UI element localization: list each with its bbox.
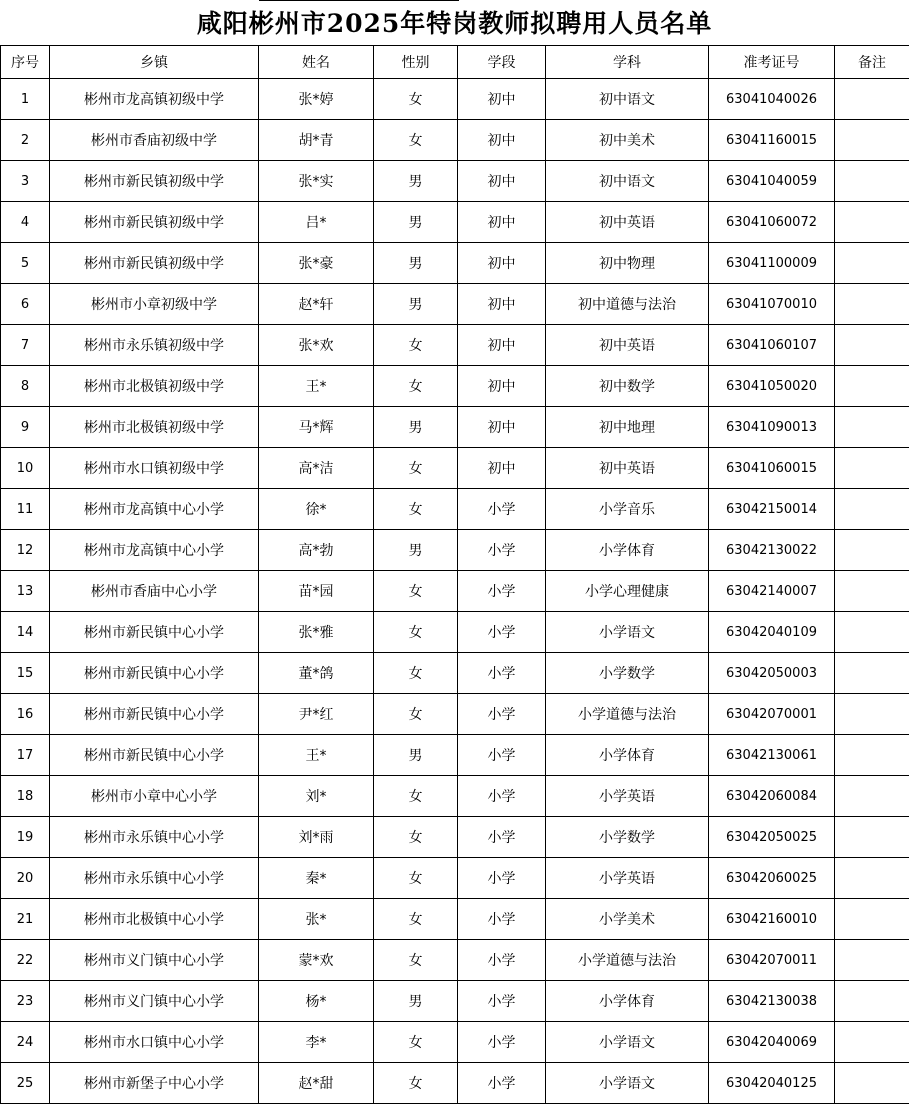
cell-note [835, 120, 909, 161]
cell-note [835, 899, 909, 940]
table-row [1, 120, 909, 161]
roster-body [1, 79, 909, 1104]
cell-subject: 小学心理健康 [546, 571, 709, 612]
cell-gender: 女 [374, 940, 458, 981]
cell-gender: 女 [374, 571, 458, 612]
cell-stage: 初中 [458, 161, 546, 202]
cell-township: 彬州市新民镇初级中学 [50, 243, 259, 284]
table-row [1, 1063, 909, 1104]
cell-no: 9 [1, 407, 50, 448]
cell-stage: 初中 [458, 366, 546, 407]
cell-no: 23 [1, 981, 50, 1022]
cell-no: 16 [1, 694, 50, 735]
top-rule [259, 0, 459, 1]
cell-name: 赵*甜 [259, 1063, 374, 1104]
cell-stage: 小学 [458, 940, 546, 981]
cell-township: 彬州市北极镇初级中学 [50, 366, 259, 407]
cell-name: 苗*园 [259, 571, 374, 612]
header-row [1, 46, 909, 79]
cell-township: 彬州市新民镇中心小学 [50, 612, 259, 653]
cell-gender: 男 [374, 284, 458, 325]
cell-gender: 女 [374, 79, 458, 120]
table-row [1, 776, 909, 817]
cell-note [835, 776, 909, 817]
cell-no: 8 [1, 366, 50, 407]
cell-gender: 女 [374, 325, 458, 366]
cell-name: 张*实 [259, 161, 374, 202]
cell-stage: 小学 [458, 530, 546, 571]
cell-note [835, 735, 909, 776]
cell-township: 彬州市永乐镇中心小学 [50, 858, 259, 899]
cell-stage: 初中 [458, 243, 546, 284]
cell-stage: 初中 [458, 79, 546, 120]
cell-township: 彬州市新堡子中心小学 [50, 1063, 259, 1104]
cell-name: 张* [259, 899, 374, 940]
cell-no: 24 [1, 1022, 50, 1063]
cell-no: 14 [1, 612, 50, 653]
table-row [1, 325, 909, 366]
cell-name: 刘*雨 [259, 817, 374, 858]
cell-note [835, 284, 909, 325]
table-row [1, 899, 909, 940]
cell-stage: 小学 [458, 694, 546, 735]
cell-stage: 小学 [458, 612, 546, 653]
cell-gender: 女 [374, 694, 458, 735]
cell-note [835, 694, 909, 735]
cell-gender: 女 [374, 1063, 458, 1104]
table-row [1, 366, 909, 407]
cell-exam-id: 63042060084 [709, 776, 835, 817]
cell-township: 彬州市龙高镇中心小学 [50, 489, 259, 530]
cell-name: 尹*红 [259, 694, 374, 735]
cell-stage: 初中 [458, 325, 546, 366]
table-row [1, 653, 909, 694]
table-row [1, 79, 909, 120]
cell-no: 20 [1, 858, 50, 899]
cell-exam-id: 63041160015 [709, 120, 835, 161]
cell-subject: 初中美术 [546, 120, 709, 161]
cell-note [835, 407, 909, 448]
cell-gender: 男 [374, 243, 458, 284]
cell-exam-id: 63042150014 [709, 489, 835, 530]
cell-subject: 小学道德与法治 [546, 940, 709, 981]
cell-subject: 初中物理 [546, 243, 709, 284]
cell-name: 王* [259, 735, 374, 776]
cell-stage: 初中 [458, 407, 546, 448]
cell-gender: 女 [374, 858, 458, 899]
cell-subject: 初中语文 [546, 161, 709, 202]
cell-subject: 小学体育 [546, 735, 709, 776]
cell-township: 彬州市新民镇中心小学 [50, 694, 259, 735]
cell-gender: 男 [374, 735, 458, 776]
table-row [1, 571, 909, 612]
cell-gender: 女 [374, 899, 458, 940]
cell-exam-id: 63041040026 [709, 79, 835, 120]
cell-name: 杨* [259, 981, 374, 1022]
cell-exam-id: 63041070010 [709, 284, 835, 325]
cell-note [835, 817, 909, 858]
cell-no: 6 [1, 284, 50, 325]
cell-gender: 女 [374, 489, 458, 530]
cell-exam-id: 63041040059 [709, 161, 835, 202]
cell-township: 彬州市香庙中心小学 [50, 571, 259, 612]
cell-note [835, 653, 909, 694]
table-row [1, 694, 909, 735]
cell-township: 彬州市北极镇中心小学 [50, 899, 259, 940]
cell-subject: 小学音乐 [546, 489, 709, 530]
cell-subject: 小学体育 [546, 981, 709, 1022]
cell-gender: 男 [374, 981, 458, 1022]
cell-gender: 女 [374, 448, 458, 489]
cell-stage: 小学 [458, 858, 546, 899]
cell-gender: 男 [374, 161, 458, 202]
cell-stage: 小学 [458, 776, 546, 817]
table-row [1, 981, 909, 1022]
cell-subject: 小学语文 [546, 1022, 709, 1063]
cell-subject: 初中英语 [546, 448, 709, 489]
cell-stage: 小学 [458, 981, 546, 1022]
cell-note [835, 79, 909, 120]
cell-name: 高*勃 [259, 530, 374, 571]
table-row [1, 530, 909, 571]
cell-exam-id: 63041060015 [709, 448, 835, 489]
cell-exam-id: 63042130061 [709, 735, 835, 776]
cell-no: 17 [1, 735, 50, 776]
cell-township: 彬州市龙高镇初级中学 [50, 79, 259, 120]
cell-exam-id: 63042130022 [709, 530, 835, 571]
cell-note [835, 366, 909, 407]
cell-stage: 初中 [458, 448, 546, 489]
cell-township: 彬州市新民镇中心小学 [50, 653, 259, 694]
cell-note [835, 981, 909, 1022]
cell-subject: 小学数学 [546, 817, 709, 858]
cell-no: 10 [1, 448, 50, 489]
cell-name: 秦* [259, 858, 374, 899]
cell-township: 彬州市义门镇中心小学 [50, 981, 259, 1022]
table-row [1, 284, 909, 325]
cell-note [835, 448, 909, 489]
cell-subject: 小学英语 [546, 776, 709, 817]
cell-subject: 初中英语 [546, 202, 709, 243]
cell-exam-id: 63042040069 [709, 1022, 835, 1063]
cell-subject: 初中英语 [546, 325, 709, 366]
cell-name: 张*雅 [259, 612, 374, 653]
cell-no: 13 [1, 571, 50, 612]
cell-township: 彬州市新民镇初级中学 [50, 161, 259, 202]
cell-note [835, 1063, 909, 1104]
cell-township: 彬州市永乐镇中心小学 [50, 817, 259, 858]
cell-gender: 男 [374, 407, 458, 448]
header-exam-id: 准考证号 [709, 46, 835, 79]
header-subject: 学科 [546, 46, 709, 79]
cell-note [835, 571, 909, 612]
cell-subject: 小学道德与法治 [546, 694, 709, 735]
cell-name: 刘* [259, 776, 374, 817]
cell-note [835, 489, 909, 530]
cell-name: 高*洁 [259, 448, 374, 489]
cell-gender: 女 [374, 817, 458, 858]
cell-stage: 小学 [458, 899, 546, 940]
cell-gender: 女 [374, 653, 458, 694]
cell-stage: 初中 [458, 120, 546, 161]
cell-no: 2 [1, 120, 50, 161]
cell-subject: 小学数学 [546, 653, 709, 694]
cell-exam-id: 63042140007 [709, 571, 835, 612]
cell-exam-id: 63041050020 [709, 366, 835, 407]
cell-no: 7 [1, 325, 50, 366]
cell-no: 19 [1, 817, 50, 858]
cell-name: 胡*青 [259, 120, 374, 161]
cell-stage: 小学 [458, 489, 546, 530]
cell-note [835, 940, 909, 981]
cell-no: 4 [1, 202, 50, 243]
cell-no: 15 [1, 653, 50, 694]
header-name: 姓名 [259, 46, 374, 79]
cell-exam-id: 63041090013 [709, 407, 835, 448]
cell-subject: 小学美术 [546, 899, 709, 940]
cell-township: 彬州市小章中心小学 [50, 776, 259, 817]
table-row [1, 940, 909, 981]
cell-exam-id: 63041060107 [709, 325, 835, 366]
cell-subject: 初中道德与法治 [546, 284, 709, 325]
cell-township: 彬州市北极镇初级中学 [50, 407, 259, 448]
cell-township: 彬州市小章初级中学 [50, 284, 259, 325]
cell-stage: 小学 [458, 1063, 546, 1104]
cell-gender: 男 [374, 202, 458, 243]
table-row [1, 858, 909, 899]
table-row [1, 448, 909, 489]
cell-exam-id: 63041060072 [709, 202, 835, 243]
cell-note [835, 325, 909, 366]
cell-no: 25 [1, 1063, 50, 1104]
cell-gender: 女 [374, 776, 458, 817]
cell-exam-id: 63042050003 [709, 653, 835, 694]
cell-name: 徐* [259, 489, 374, 530]
cell-stage: 小学 [458, 653, 546, 694]
cell-note [835, 530, 909, 571]
table-row [1, 407, 909, 448]
cell-no: 22 [1, 940, 50, 981]
cell-subject: 初中地理 [546, 407, 709, 448]
document-title: 咸阳彬州市2025年特岗教师拟聘用人员名单 [196, 9, 713, 38]
header-no: 序号 [1, 46, 50, 79]
header-township: 乡镇 [50, 46, 259, 79]
cell-gender: 男 [374, 530, 458, 571]
cell-note [835, 612, 909, 653]
cell-name: 蒙*欢 [259, 940, 374, 981]
header-note: 备注 [835, 46, 909, 79]
cell-exam-id: 63042160010 [709, 899, 835, 940]
cell-note [835, 161, 909, 202]
cell-note [835, 858, 909, 899]
cell-township: 彬州市永乐镇初级中学 [50, 325, 259, 366]
cell-stage: 小学 [458, 735, 546, 776]
cell-stage: 小学 [458, 817, 546, 858]
cell-exam-id: 63042130038 [709, 981, 835, 1022]
table-row [1, 202, 909, 243]
cell-township: 彬州市水口镇初级中学 [50, 448, 259, 489]
cell-exam-id: 63042070001 [709, 694, 835, 735]
cell-note [835, 202, 909, 243]
cell-no: 11 [1, 489, 50, 530]
cell-name: 王* [259, 366, 374, 407]
cell-gender: 女 [374, 366, 458, 407]
table-row [1, 243, 909, 284]
cell-exam-id: 63042070011 [709, 940, 835, 981]
cell-stage: 小学 [458, 1022, 546, 1063]
cell-exam-id: 63042050025 [709, 817, 835, 858]
cell-subject: 小学语文 [546, 612, 709, 653]
cell-gender: 女 [374, 612, 458, 653]
cell-exam-id: 63042060025 [709, 858, 835, 899]
cell-name: 张*婷 [259, 79, 374, 120]
table-row [1, 612, 909, 653]
cell-name: 吕* [259, 202, 374, 243]
table-row [1, 161, 909, 202]
cell-subject: 小学体育 [546, 530, 709, 571]
cell-no: 12 [1, 530, 50, 571]
cell-gender: 女 [374, 120, 458, 161]
cell-gender: 女 [374, 1022, 458, 1063]
table-row [1, 817, 909, 858]
cell-name: 李* [259, 1022, 374, 1063]
cell-township: 彬州市新民镇中心小学 [50, 735, 259, 776]
cell-no: 3 [1, 161, 50, 202]
cell-exam-id: 63042040109 [709, 612, 835, 653]
cell-note [835, 1022, 909, 1063]
cell-stage: 初中 [458, 284, 546, 325]
roster-table [0, 45, 909, 1104]
cell-name: 张*豪 [259, 243, 374, 284]
table-row [1, 735, 909, 776]
table-row [1, 489, 909, 530]
cell-no: 18 [1, 776, 50, 817]
cell-township: 彬州市新民镇初级中学 [50, 202, 259, 243]
cell-stage: 小学 [458, 571, 546, 612]
cell-no: 1 [1, 79, 50, 120]
cell-subject: 初中数学 [546, 366, 709, 407]
table-row [1, 1022, 909, 1063]
cell-no: 21 [1, 899, 50, 940]
cell-exam-id: 63042040125 [709, 1063, 835, 1104]
cell-note [835, 243, 909, 284]
cell-subject: 小学英语 [546, 858, 709, 899]
header-gender: 性别 [374, 46, 458, 79]
cell-township: 彬州市水口镇中心小学 [50, 1022, 259, 1063]
header-stage: 学段 [458, 46, 546, 79]
cell-name: 张*欢 [259, 325, 374, 366]
cell-subject: 小学语文 [546, 1063, 709, 1104]
cell-name: 赵*轩 [259, 284, 374, 325]
cell-exam-id: 63041100009 [709, 243, 835, 284]
cell-name: 董*鸽 [259, 653, 374, 694]
cell-stage: 初中 [458, 202, 546, 243]
cell-township: 彬州市龙高镇中心小学 [50, 530, 259, 571]
cell-name: 马*辉 [259, 407, 374, 448]
cell-no: 5 [1, 243, 50, 284]
cell-township: 彬州市义门镇中心小学 [50, 940, 259, 981]
cell-subject: 初中语文 [546, 79, 709, 120]
cell-township: 彬州市香庙初级中学 [50, 120, 259, 161]
